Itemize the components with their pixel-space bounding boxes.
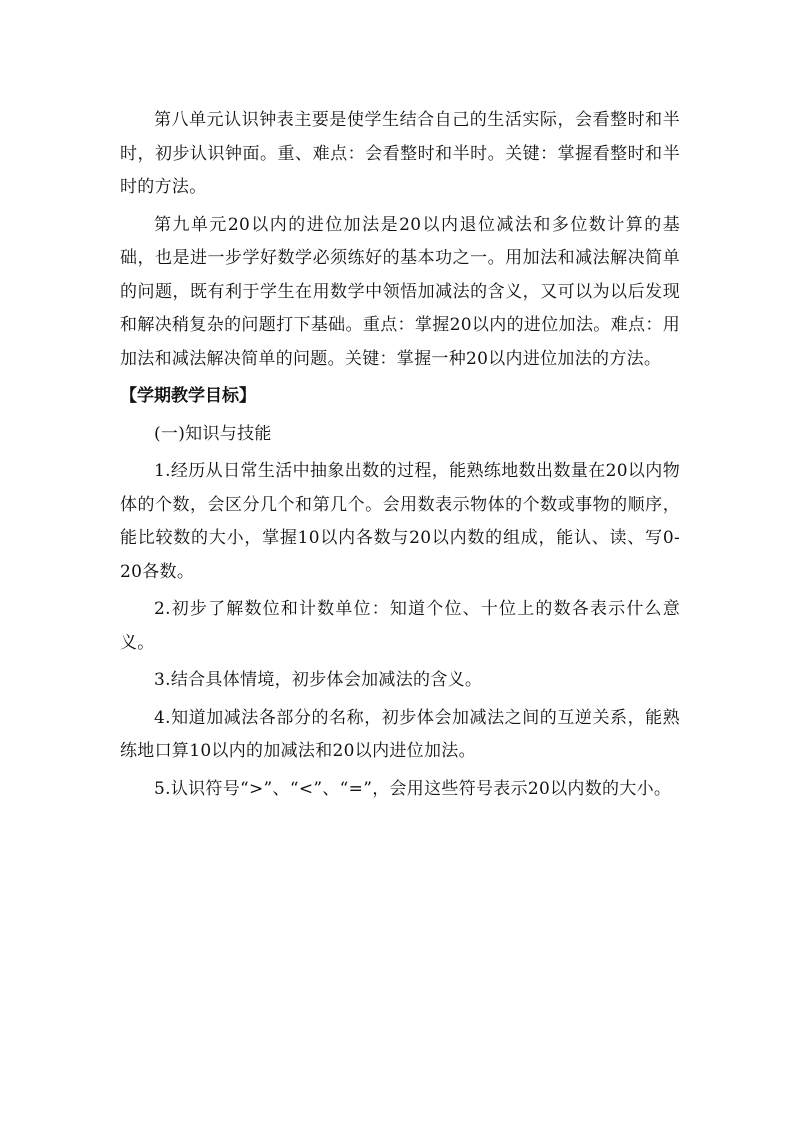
paragraph-unit-9: 第九单元20以内的进位加法是20以内退位减法和多位数计算的基础，也是进一步学好数学必须练好的基本功之一。用加法和减法解决简单的问题，既有利于学生在用数学中领悟加减法的含义，又可以为以后发现和解决稍复杂的问题打下基础。重点：掌握20以内的进位加法。难点：用加法和减法解决简单的问题。关键：掌握一种20以内进位加法的方法。 — [120, 214, 680, 369]
list-item: 5.认识符号“>”、“<”、“=”，会用这些符号表示20以内数的大小。 — [154, 778, 672, 799]
list-item: 3.结合具体情境，初步体会加减法的含义。 — [154, 670, 483, 690]
paragraph-unit-8: 第八单元认识钟表主要是使学生结合自己的生活实际，会看整时和半时，初步认识钟面。重、难点：会看整时和半时。关键：掌握看整时和半时的方法。 — [120, 110, 680, 197]
section-heading: 【学期教学目标】 — [120, 386, 256, 406]
list-item: 4.知道加减法各部分的名称，初步体会加减法之间的互逆关系，能熟练地口算10以内的加减法和20以内进位加法。 — [120, 707, 680, 761]
document-page — [120, 104, 680, 806]
list-item: 1.经历从日常生活中抽象出数的过程，能熟练地数出数量在20以内物体的个数，会区分几个和第几个。会用数表示物体的个数或事物的顺序，能比较数的大小，掌握10以内各数与20以内数的组成，能认、读、写0-20各数。 — [120, 461, 680, 582]
subsection-heading: (一)知识与技能 — [154, 423, 272, 444]
list-item: 2.初步了解数位和计数单位：知道个位、十位上的数各表示什么意义。 — [120, 599, 680, 653]
